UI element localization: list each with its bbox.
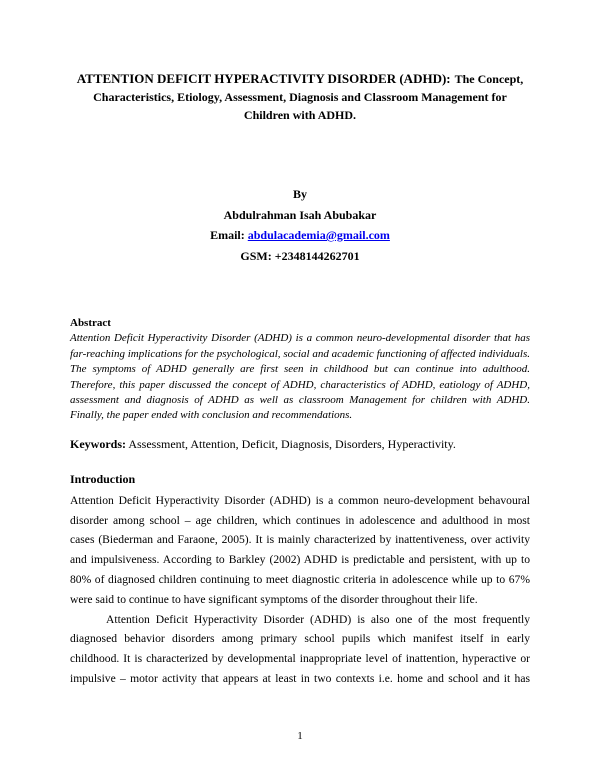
email-link[interactable]: abdulacademia@gmail.com [247,228,390,242]
introduction-heading: Introduction [70,472,136,486]
abstract-body: Attention Deficit Hyperactivity Disorder (ADHD) is a common neuro-developmental disorder that has far-reaching implications for the psychological, social and academic functioning of affected individuals. The symptoms of ADHD generally are first seen in childhood but can continue into adulthood. Therefore, this paper discussed the concept of ADHD, characteristics of ADHD, eatiology of ADHD, assessment and diagnosis of ADHD as well as classroom Management for children with ADHD. Finally, the paper ended with conclusion and recommendations. [70,332,530,422]
introduction-paragraph-2: Attention Deficit Hyperactivity Disorder (ADHD) is also one of the most frequently diagnosed behavior disorders among primary school pupils which manifest itself in early childhood. It is characterized by developmental inappropriate level of inattention, hyperactive or impulsive – motor activity that appears at least in two contexts i.e. home and school and it has [70,612,530,685]
introduction-paragraph-1: Attention Deficit Hyperactivity Disorder (ADHD) is a common neuro-development behavoural disorder among school – age children, which continues in adolescence and adulthood in most cases (Biederman and Faraone, 2005). It is mainly characterized by inattentiveness, over activity and impulsiveness. According to Barkley (2002) ADHD is predictable and persistent, with up to 80% of diagnosed children continuing to meet diagnostic criteria in adolescence while up to 67% were said to continue to have significant symptoms of the disorder throughout their life. [70,493,530,606]
title-main: ATTENTION DEFICIT HYPERACTIVITY DISORDER (ADHD): [76,71,451,86]
email-label: Email: [210,228,245,242]
author-block [70,184,530,266]
abstract-heading: Abstract [70,317,111,329]
keywords-label: Keywords: [70,437,126,451]
keywords-text: Assessment, Attention, Deficit, Diagnosis, Disorders, Hyperactivity. [128,437,456,451]
abstract-section [70,316,530,424]
email-line [70,225,530,246]
paper-title [70,70,530,124]
introduction-section [70,470,530,689]
gsm-line: GSM: +2348144262701 [240,248,360,263]
title-subtitle: The Concept, Characteristics, Etiology, Assessment, Diagnosis and Classroom Management for Children with ADHD. [93,72,524,122]
keywords-line [70,436,530,452]
by-line: By [292,187,307,201]
author-name: Abdulrahman Isah Abubakar [223,207,377,222]
page-number: 1 [297,730,303,742]
